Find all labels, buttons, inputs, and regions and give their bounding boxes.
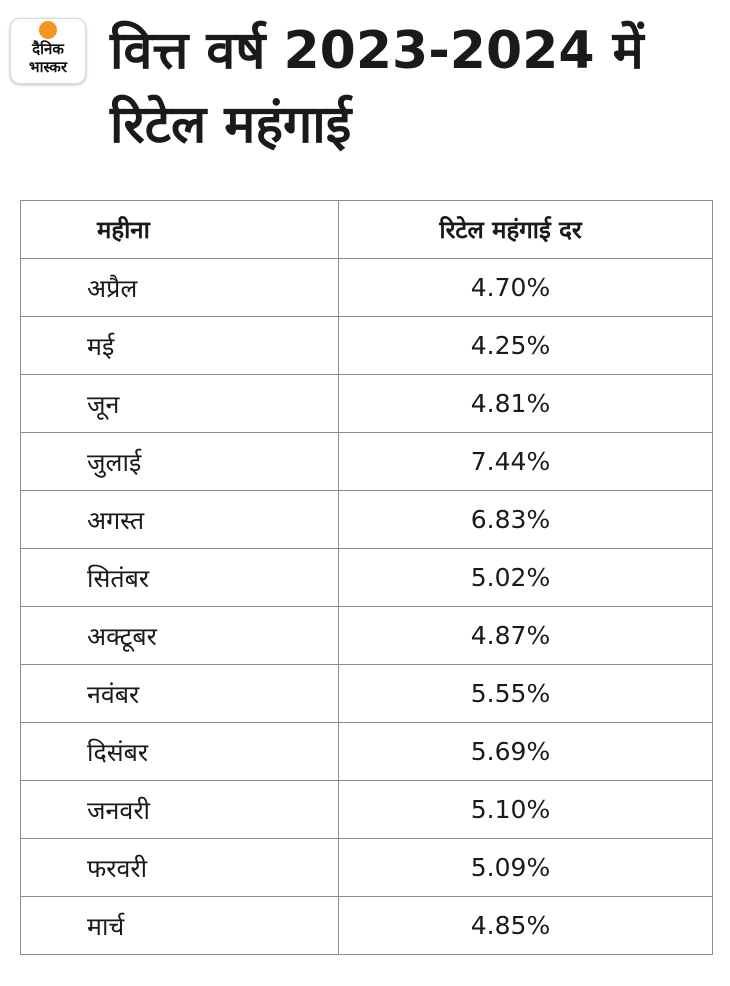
table-row <box>21 491 713 549</box>
rate-cell: 5.55% <box>339 665 713 723</box>
sun-icon <box>39 21 57 39</box>
table-row <box>21 259 713 317</box>
header-rate: रिटेल महंगाई दर <box>339 201 713 259</box>
table-header-row <box>21 201 713 259</box>
logo-line1: दैनिक <box>32 40 64 58</box>
rate-cell: 4.81% <box>339 375 713 433</box>
month-cell: जनवरी <box>21 781 339 839</box>
title-line2: रिटेल महंगाई <box>110 95 352 155</box>
header <box>0 0 730 190</box>
header-month: महीना <box>21 201 339 259</box>
month-cell: अगस्त <box>21 491 339 549</box>
month-cell: दिसंबर <box>21 723 339 781</box>
rate-cell: 6.83% <box>339 491 713 549</box>
month-cell: जुलाई <box>21 433 339 491</box>
rate-cell: 4.70% <box>339 259 713 317</box>
table-row <box>21 897 713 955</box>
month-cell: अप्रैल <box>21 259 339 317</box>
month-cell: फरवरी <box>21 839 339 897</box>
month-cell: मई <box>21 317 339 375</box>
table-row <box>21 665 713 723</box>
month-cell: नवंबर <box>21 665 339 723</box>
rate-cell: 4.25% <box>339 317 713 375</box>
rate-cell: 7.44% <box>339 433 713 491</box>
dainik-bhaskar-logo <box>10 18 86 84</box>
month-cell: अक्टूबर <box>21 607 339 665</box>
table-row <box>21 549 713 607</box>
table-row <box>21 781 713 839</box>
rate-cell: 5.02% <box>339 549 713 607</box>
inflation-table <box>20 200 713 955</box>
month-cell: सितंबर <box>21 549 339 607</box>
rate-cell: 4.87% <box>339 607 713 665</box>
table-row <box>21 607 713 665</box>
rate-cell: 5.10% <box>339 781 713 839</box>
rate-cell: 5.09% <box>339 839 713 897</box>
month-cell: मार्च <box>21 897 339 955</box>
logo-line2: भास्कर <box>29 58 67 76</box>
title-line1: वित्त वर्ष 2023-2024 में <box>110 21 644 81</box>
month-cell: जून <box>21 375 339 433</box>
table-row <box>21 317 713 375</box>
rate-cell: 5.69% <box>339 723 713 781</box>
table-row <box>21 723 713 781</box>
rate-cell: 4.85% <box>339 897 713 955</box>
table-row <box>21 433 713 491</box>
table-row <box>21 839 713 897</box>
table-row <box>21 375 713 433</box>
page-title <box>110 14 720 162</box>
